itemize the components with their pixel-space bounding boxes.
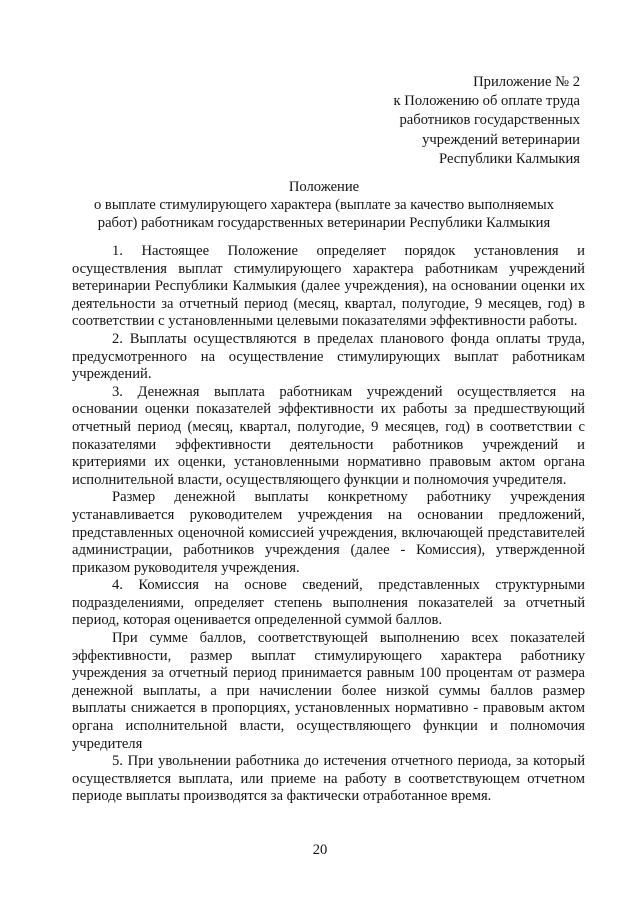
- appendix-line: Республики Калмыкия: [439, 150, 580, 167]
- page-number: 20: [312, 842, 328, 858]
- title-line: Положение: [288, 179, 360, 195]
- document-title: [64, 178, 584, 232]
- paragraph-2: 2. Выплаты осуществляются в пределах планового фонда оплаты труда, предусмотренного на осуществление стимулирующих выплат работникам учреждений.: [72, 330, 585, 383]
- paragraph-6: При сумме баллов, соответствующей выполнению всех показателей эффективности, размер выплат стимулирующего характера работнику учреждения за отчетный период принимается равным 100 процентам от размера денежной выплаты, а при начислении более низкой суммы баллов размер выплаты снижается в пропорциях, установленных нормативно - правовым актом органа исполнительной власти, осуществляющего функции и полномочия учредителя: [72, 630, 585, 752]
- appendix-line: Приложение № 2: [473, 74, 580, 90]
- paragraph-4: Размер денежной выплаты конкретному работнику учреждения устанавливается руководителем учреждения на основании предложений, представленных оценочной комиссией учреждения, включающей представителей администрации, работников учреждения (далее - Комиссия), утвержденной приказом руководителя учреждения.: [72, 489, 585, 576]
- paragraph-7: 5. При увольнении работника до истечения отчетного периода, за который осуществляется выплата, или приеме на работу в соответствующем отчетном периоде выплаты производятся за фактически отработанное время.: [72, 753, 585, 805]
- appendix-line: учреждений ветеринарии: [422, 131, 580, 148]
- title-line: работ) работникам государственных ветеринарии Республики Калмыкия: [97, 215, 551, 231]
- paragraph-3: 3. Денежная выплата работникам учреждений осуществляется на основании оценки показателей эффективности их работы за предшествующий отчетный период (месяц, квартал, полугодие, 9 месяцев, год) в соответствии с показателями эффективности деятельности работников учреждений и критериями их оценки, установленными нормативно правовым актом органа исполнительной власти, осуществляющего функции и полномочия учредителя.: [72, 383, 585, 488]
- paragraph-5: 4. Комиссия на основе сведений, представленных структурными подразделениями, определяет степень выполнения показателей за отчетный период, которая оценивается определенной суммой баллов.: [72, 577, 585, 629]
- appendix-header: [320, 73, 580, 169]
- title-line: о выплате стимулирующего характера (выплате за качество выполняемых: [93, 197, 554, 213]
- paragraph-1: 1. Настоящее Положение определяет порядок установления и осуществления выплат стимулирующего характера работникам учреждений ветеринарии Республики Калмыкия (далее учреждения), на основании оценки их деятельности за отчетный период (месяц, квартал, полугодие, 9 месяцев, год) в соответствии с установленными целевыми показателями эффективности работы.: [72, 243, 585, 330]
- document-body: [72, 243, 585, 806]
- appendix-line: работников государственных: [399, 112, 580, 129]
- appendix-line: к Положению об оплате труда: [393, 93, 580, 110]
